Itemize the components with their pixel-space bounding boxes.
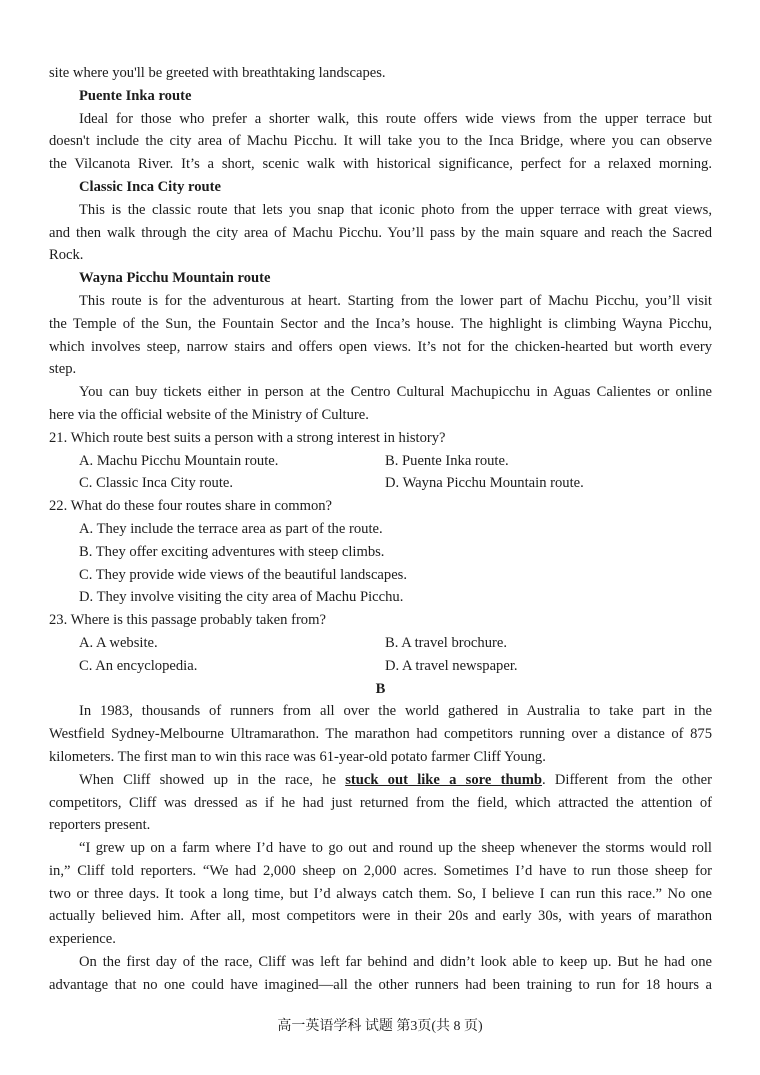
option-a: A. Machu Picchu Mountain route. bbox=[79, 452, 279, 469]
text-line: In 1983, thousands of runners from all over the world gathered in Australia to take part in the bbox=[79, 703, 712, 720]
text-line: site where you'll be greeted with breathtaking landscapes. bbox=[49, 65, 386, 81]
text-line: “I grew up on a farm where I’d have to go out and round up the sheep whenever the storms would roll bbox=[79, 840, 712, 857]
text-fragment: When Cliff showed up in the race, he bbox=[79, 771, 336, 788]
text-line: advantage that no one could have imagined—all the other runners had been training to run for 18 hours a bbox=[49, 976, 712, 993]
option-a: A. A website. bbox=[79, 634, 158, 651]
page-content bbox=[49, 62, 712, 997]
text-line: here via the official website of the Ministry of Culture. bbox=[49, 406, 369, 423]
text-line: On the first day of the race, Cliff was left far behind and didn’t look able to keep up. But he had one bbox=[79, 954, 712, 971]
text-line: experience. bbox=[49, 931, 116, 948]
question-23-stem: 23. Where is this passage probably taken from? bbox=[49, 612, 326, 629]
page-footer: 高一英语学科 试题 第3页(共 8 页) bbox=[277, 1019, 483, 1034]
option-b: B. They offer exciting adventures with steep climbs. bbox=[79, 543, 385, 560]
route-heading-puente-inka: Puente Inka route bbox=[79, 87, 192, 104]
option-a: A. They include the terrace area as part of the route. bbox=[79, 520, 383, 537]
option-b: B. Puente Inka route. bbox=[385, 452, 509, 469]
text-line: which involves steep, narrow stairs and offers open views. It’s not for the chicken-hearted but worth every bbox=[49, 338, 712, 355]
text-line: You can buy tickets either in person at the Centro Cultural Machupicchu in Aguas Calientes or online bbox=[79, 384, 712, 401]
question-22-stem: 22. What do these four routes share in common? bbox=[49, 498, 333, 515]
text-line: kilometers. The first man to win this race was 61-year-old potato farmer Cliff Young. bbox=[49, 748, 546, 765]
option-c: C. Classic Inca City route. bbox=[79, 475, 234, 492]
option-d: D. They involve visiting the city area of Machu Picchu. bbox=[79, 589, 404, 606]
text-line: This route is for the adventurous at heart. Starting from the lower part of Machu Picchu, you’ll visit bbox=[79, 292, 712, 309]
question-23-options-row-2 bbox=[49, 655, 712, 678]
text-line: actually believed him. After all, most competitors were in their 20s and early 30s, with years of marathon bbox=[49, 908, 712, 925]
text-line: and then walk through the city area of Machu Picchu. You’ll pass by the main square and reach the Sacred bbox=[49, 224, 712, 241]
section-heading-b: B bbox=[375, 680, 386, 697]
text-line: two or three days. It took a long time, but I’d always catch them. So, I believe I can run this race.” No one bbox=[49, 885, 712, 902]
text-line: reporters present. bbox=[49, 817, 151, 834]
text-line: step. bbox=[49, 361, 77, 378]
text-line: Ideal for those who prefer a shorter walk, this route offers wide views from the upper terrace but bbox=[79, 110, 712, 127]
question-21-options-row-1 bbox=[49, 450, 712, 473]
route-heading-classic-inca-city: Classic Inca City route bbox=[79, 178, 222, 195]
text-line: This is the classic route that lets you snap that iconic photo from the upper terrace with great views, bbox=[79, 201, 712, 218]
text-line: Westfield Sydney-Melbourne Ultramarathon. The marathon had competitors running over a distance of 875 bbox=[49, 726, 712, 743]
question-23-options-row-1 bbox=[49, 632, 712, 655]
option-b: B. A travel brochure. bbox=[385, 634, 507, 651]
text-fragment: . Different from the other bbox=[541, 771, 712, 788]
option-d: D. Wayna Picchu Mountain route. bbox=[385, 475, 584, 492]
text-line: doesn't include the city area of Machu Picchu. It will take you to the Inca Bridge, where you can observe bbox=[49, 133, 712, 150]
text-line: the Temple of the Sun, the Fountain Sector and the Inca’s house. The highlight is climbing Wayna Picchu, bbox=[49, 315, 712, 332]
underlined-phrase: stuck out like a sore thumb bbox=[345, 771, 542, 788]
question-21-stem: 21. Which route best suits a person with a strong interest in history? bbox=[49, 429, 446, 446]
text-line: in,” Cliff told reporters. “We had 2,000 sheep on 2,000 acres. Sometimes I’d have to run those sheep for bbox=[49, 862, 712, 879]
text-line: the Vilcanota River. It’s a short, scenic walk with historical significance, perfect for a relaxed morning. bbox=[49, 156, 712, 173]
option-c: C. An encyclopedia. bbox=[79, 657, 198, 674]
route-heading-wayna-picchu: Wayna Picchu Mountain route bbox=[79, 270, 271, 287]
option-c: C. They provide wide views of the beautiful landscapes. bbox=[79, 566, 408, 583]
text-line: competitors, Cliff was dressed as if he had just returned from the field, which attracted the attention of bbox=[49, 794, 712, 811]
text-line bbox=[49, 769, 712, 792]
text-line: Rock. bbox=[49, 247, 84, 264]
question-21-options-row-2 bbox=[49, 472, 712, 495]
option-d: D. A travel newspaper. bbox=[385, 657, 518, 674]
